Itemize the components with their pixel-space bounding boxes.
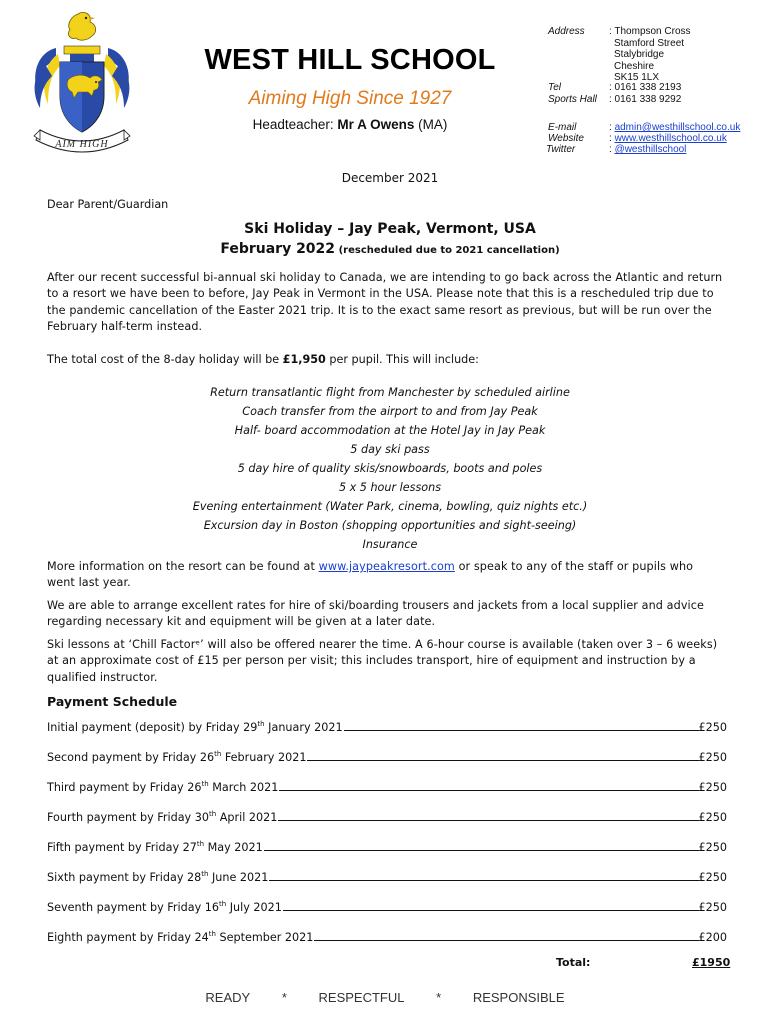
lessons-line: qualified instructor. bbox=[47, 670, 158, 684]
salutation: Dear Parent/Guardian bbox=[47, 198, 169, 211]
cost-line bbox=[47, 353, 479, 366]
footer-value: RESPONSIBLE bbox=[472, 990, 565, 1005]
payment-date-suffix: th bbox=[208, 810, 217, 818]
address-block bbox=[609, 26, 691, 84]
payment-month: September 2021 bbox=[215, 931, 314, 944]
more-info-paragraph bbox=[47, 559, 733, 592]
inclusion-item: Evening entertainment (Water Park, cinema, bowling, quiz nights etc.) bbox=[192, 500, 588, 513]
email-label: E-mail bbox=[548, 122, 577, 133]
sports-hall-value: : 0161 338 9292 bbox=[609, 94, 682, 105]
payment-label: Initial payment (deposit) by Friday 29 bbox=[47, 721, 258, 734]
payment-date-suffix: th bbox=[208, 930, 216, 938]
address-line: SK15 1LX bbox=[614, 72, 660, 83]
payment-month: February 2021 bbox=[221, 751, 307, 764]
twitter-link[interactable]: @westhillschool bbox=[614, 144, 687, 155]
address-label: Address bbox=[548, 26, 585, 37]
headteacher-suffix: (MA) bbox=[414, 117, 448, 132]
payment-date-suffix: th bbox=[196, 840, 205, 848]
school-name: WEST HILL SCHOOL bbox=[204, 44, 496, 76]
lessons-line: Ski lessons at ‘Chill Factorᵉ’ will also be offered nearer the time. A 6-hour course is available (taken over 3 – 6 weeks) bbox=[47, 638, 718, 651]
website-row: : www.westhillschool.co.uk bbox=[609, 133, 727, 144]
payment-amount: £250 bbox=[698, 841, 727, 854]
website-label: Website bbox=[548, 133, 584, 144]
payment-date-suffix: th bbox=[201, 870, 209, 878]
leader-line bbox=[283, 909, 699, 911]
email-link[interactable]: admin@westhillschool.co.uk bbox=[614, 122, 741, 133]
payment-label: Eighth payment by Friday 24 bbox=[47, 931, 209, 944]
rates-line: regarding necessary kit and equipment will be given at a later date. bbox=[47, 615, 436, 629]
payment-amount: £250 bbox=[698, 901, 727, 914]
address-line: Stalybridge bbox=[614, 49, 665, 60]
intro-paragraph bbox=[47, 270, 733, 336]
leader-line bbox=[269, 879, 698, 881]
payment-month: March 2021 bbox=[208, 781, 279, 794]
address-line: Stamford Street bbox=[614, 37, 685, 49]
twitter-row: : @westhillschool bbox=[609, 144, 687, 155]
resort-link[interactable]: www.jaypeakresort.com bbox=[318, 560, 455, 573]
payment-amount: £250 bbox=[698, 751, 727, 764]
inclusion-item: Excursion day in Boston (shopping opportunities and sight-seeing) bbox=[203, 519, 577, 532]
payment-amount: £250 bbox=[698, 811, 727, 824]
payment-amount: £200 bbox=[698, 931, 727, 944]
footer-separator: * bbox=[436, 990, 442, 1005]
payment-label: Seventh payment by Friday 16 bbox=[47, 901, 219, 914]
subtitle-note: (rescheduled due to 2021 cancellation) bbox=[338, 245, 560, 256]
payment-amount: £250 bbox=[698, 781, 727, 794]
payment-month: July 2021 bbox=[226, 901, 282, 914]
twitter-label: Twitter bbox=[546, 144, 576, 155]
payment-label: Sixth payment by Friday 28 bbox=[47, 871, 202, 884]
payment-month: June 2021 bbox=[208, 871, 269, 884]
cost-prefix: The total cost of the 8-day holiday will be bbox=[47, 353, 283, 366]
payment-date-suffix: th bbox=[201, 780, 209, 788]
sports-hall-label: Sports Hall bbox=[548, 94, 597, 105]
subtitle-main: February 2022 bbox=[220, 241, 336, 257]
inclusion-item: Coach transfer from the airport to and from Jay Peak bbox=[242, 405, 538, 418]
payment-month: April 2021 bbox=[216, 811, 278, 824]
lessons-line: at an approximate cost of £15 per person per visit; this includes transport, hire of equipment and instruction by a bbox=[47, 654, 696, 668]
svg-text:AIM HIGH: AIM HIGH bbox=[55, 139, 109, 150]
payment-date-suffix: th bbox=[214, 750, 222, 758]
footer-separator: * bbox=[281, 990, 287, 1005]
inclusion-item: 5 x 5 hour lessons bbox=[338, 481, 442, 494]
school-motto: Aiming High Since 1927 bbox=[248, 88, 452, 109]
address-line: Cheshire bbox=[614, 60, 655, 72]
headteacher-line bbox=[150, 117, 550, 132]
inclusion-item: Return transatlantic flight from Manchester by scheduled airline bbox=[210, 386, 570, 399]
payment-schedule-heading: Payment Schedule bbox=[47, 694, 178, 709]
payment-label: Second payment by Friday 26 bbox=[47, 751, 215, 764]
leader-line bbox=[278, 819, 698, 821]
more-info-suffix: or speak to any of the staff or pupils who bbox=[454, 560, 694, 573]
school-crest-logo bbox=[26, 8, 138, 158]
headteacher-name: Mr A Owens bbox=[337, 117, 415, 132]
payment-row bbox=[47, 716, 727, 734]
more-info-prefix: More information on the resort can be found at bbox=[47, 560, 319, 573]
payment-row bbox=[47, 866, 727, 884]
total-label: Total: bbox=[556, 956, 591, 969]
letter-date: December 2021 bbox=[341, 171, 439, 185]
payment-label: Fifth payment by Friday 27 bbox=[47, 841, 197, 854]
cost-value: £1,950 bbox=[282, 353, 326, 366]
intro-line: February half-term instead. bbox=[47, 320, 203, 334]
payment-row bbox=[47, 836, 727, 854]
intro-line: to a resort we have been to before, Jay Peak in Vermont in the USA. Please note that this is a rescheduled trip due to bbox=[47, 287, 714, 301]
rates-line: We are able to arrange excellent rates for hire of ski/boarding trousers and jackets from a local supplier and advice bbox=[47, 599, 704, 612]
footer-value: READY bbox=[205, 990, 251, 1005]
payment-label: Third payment by Friday 26 bbox=[47, 781, 202, 794]
intro-line: the pandemic cancellation of the Easter 2021 trip. It is to the exact same resort as previous, but will be run over the bbox=[47, 303, 712, 317]
payment-row bbox=[47, 926, 727, 944]
inclusion-item: 5 day hire of quality skis/snowboards, boots and poles bbox=[237, 462, 543, 475]
email-row: : admin@westhillschool.co.uk bbox=[609, 122, 741, 133]
cost-suffix: per pupil. This will include: bbox=[325, 353, 479, 366]
more-info-line bbox=[47, 559, 733, 575]
inclusion-item: 5 day ski pass bbox=[350, 443, 430, 456]
payment-date-suffix: th bbox=[218, 900, 227, 908]
inclusion-item: Half- board accommodation at the Hotel Jay in Jay Peak bbox=[234, 424, 546, 437]
headteacher-prefix: Headteacher: bbox=[252, 117, 338, 132]
payment-label: Fourth payment by Friday 30 bbox=[47, 811, 209, 824]
payment-amount: £250 bbox=[698, 721, 727, 734]
leader-line bbox=[344, 729, 699, 731]
payment-month: May 2021 bbox=[204, 841, 263, 854]
address-line: : Thompson Cross bbox=[609, 26, 691, 37]
leader-line bbox=[307, 759, 698, 761]
letter-title: Ski Holiday – Jay Peak, Vermont, USA bbox=[244, 221, 536, 237]
letter-subtitle bbox=[47, 241, 733, 257]
inclusion-item: Insurance bbox=[362, 538, 418, 551]
more-info-line-2: went last year. bbox=[47, 576, 131, 590]
leader-line bbox=[314, 939, 698, 941]
website-link[interactable]: www.westhillschool.co.uk bbox=[614, 133, 727, 144]
payment-row bbox=[47, 776, 727, 794]
inclusions-list bbox=[47, 383, 733, 554]
total-value: £1950 bbox=[692, 956, 731, 969]
footer-value: RESPECTFUL bbox=[318, 990, 405, 1005]
leader-line bbox=[264, 849, 699, 851]
intro-line: After our recent successful bi-annual ski holiday to Canada, we are intending to go back across the Atlantic and return bbox=[47, 271, 723, 284]
payment-date-suffix: th bbox=[257, 720, 265, 728]
lessons-paragraph bbox=[47, 637, 733, 686]
payment-row bbox=[47, 896, 727, 914]
payment-row bbox=[47, 806, 727, 824]
rates-paragraph bbox=[47, 598, 733, 631]
tel-label: Tel bbox=[548, 82, 561, 93]
leader-line bbox=[279, 789, 698, 791]
payment-row bbox=[47, 746, 727, 764]
payment-month: January 2021 bbox=[264, 721, 343, 734]
tel-value: : 0161 338 2193 bbox=[609, 82, 682, 93]
payment-amount: £250 bbox=[698, 871, 727, 884]
footer-values bbox=[0, 990, 770, 1005]
